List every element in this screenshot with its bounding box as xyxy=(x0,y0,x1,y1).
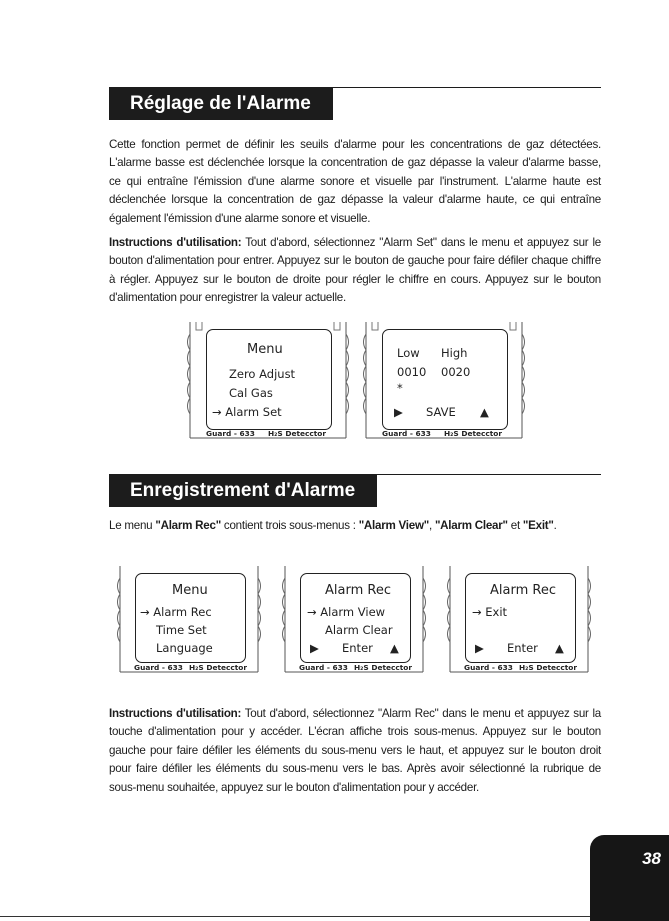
screen-title: Menu xyxy=(247,342,283,357)
device-sensor-label: H₂S Detecctor xyxy=(354,663,413,672)
device-sensor-label: H₂S Detecctor xyxy=(444,429,503,438)
submenu-item-alarm-view: → Alarm View xyxy=(307,605,386,619)
menu-item-cal-gas: Cal Gas xyxy=(229,386,273,400)
menu-item-time-set: Time Set xyxy=(156,623,207,637)
instructions-text: Tout d'abord, sélectionnez "Alarm Rec" dans le menu et appuyez sur la touche d'alimentation pour y accéder. L'écran affiche trois sous-menus. Appuyez sur le bouton gauche pour faire défiler les éléments du sous-menu vers le haut, et appuyez sur le bouton droit pour faire défiler les éléments du sous-menu vers le bas. Après avoir sélectionné la rubrique de sous-menu souhaitée, appuyez sur le bouton d'alimentation pour y accéder. xyxy=(109,707,601,794)
device-figure-alarm-rec-exit xyxy=(444,564,594,676)
device-figure-main-menu xyxy=(114,564,264,676)
page-number: 38 xyxy=(642,849,661,868)
menu-item-language: Language xyxy=(156,641,213,655)
instructions-text: Tout d'abord, sélectionnez "Alarm Set" dans le menu et appuyez sur le bouton d'alimentation pour entrer. Appuyez sur le bouton de gauche pour faire défiler chaque chiffre à régler. Appuyez sur le bouton de droite pour régler le chiffre en cours. Appuyez sur le bouton d'alimentation pour enregistrer la valeur actuelle. xyxy=(109,236,601,305)
section-description: Cette fonction permet de définir les seuils d'alarme pour les concentrations de gaz détectées. L'alarme basse est déclenchée lorsque la concentration de gaz dépasse la valeur d'alarme basse, ce qui entraîne l'émission d'une alarme sonore et visuelle par l'instrument. L'alarme haute est déclenchée lorsque la concentration de gaz dépasse la valeur d'alarme haute, ce qui entraîne également l'émission d'une alarme sonore et visuelle. xyxy=(109,138,601,225)
instructions-label: Instructions d'utilisation: xyxy=(109,236,242,249)
device-figure-menu xyxy=(184,320,351,442)
intro-mid: contient trois sous-menus : xyxy=(220,519,359,532)
instructions-label: Instructions d'utilisation: xyxy=(109,707,242,720)
device-model-label: Guard - 633 xyxy=(206,429,255,438)
page-number-badge xyxy=(590,835,669,921)
device-model-label: Guard - 633 xyxy=(464,663,513,672)
high-value: 0020 xyxy=(441,365,471,379)
up-arrow-icon: ▲ xyxy=(555,641,564,655)
section-title: Réglage de l'Alarme xyxy=(109,87,333,120)
device-screen xyxy=(135,573,246,663)
device-figure-alarm-rec xyxy=(279,564,429,676)
instructions-paragraph xyxy=(109,705,601,797)
intro-item-alarm-view: "Alarm View" xyxy=(358,519,429,532)
device-sensor-label: H₂S Detecctor xyxy=(268,429,327,438)
intro-sep: , xyxy=(428,519,435,532)
section-header-alarm-rec xyxy=(109,474,601,507)
menu-item-alarm-rec: → Alarm Rec xyxy=(140,605,212,619)
save-label: SAVE xyxy=(426,405,456,419)
device-model-label: Guard - 633 xyxy=(134,663,183,672)
footer-rule xyxy=(0,916,590,917)
device-figure-alarm-values xyxy=(360,320,527,442)
enter-label: Enter xyxy=(342,641,373,655)
submenu-item-alarm-clear: Alarm Clear xyxy=(325,623,393,637)
low-value: 0010 xyxy=(397,365,427,379)
device-sensor-label: H₂S Detecctor xyxy=(519,663,578,672)
section-header-alarm-set xyxy=(109,87,601,120)
instructions-paragraph xyxy=(109,234,601,308)
enter-label: Enter xyxy=(507,641,538,655)
up-arrow-icon: ▲ xyxy=(480,405,489,419)
high-label: High xyxy=(441,346,468,360)
screen-title: Alarm Rec xyxy=(490,583,556,598)
alarm-rec-intro xyxy=(109,517,601,535)
left-arrow-icon: ▶ xyxy=(310,641,319,655)
low-label: Low xyxy=(397,346,420,360)
intro-prefix: Le menu xyxy=(109,519,156,532)
device-model-label: Guard - 633 xyxy=(299,663,348,672)
left-arrow-icon: ▶ xyxy=(394,405,403,419)
submenu-item-exit: → Exit xyxy=(472,605,508,619)
device-model-label: Guard - 633 xyxy=(382,429,431,438)
digit-cursor: * xyxy=(397,381,403,395)
device-screen xyxy=(300,573,411,663)
section-title: Enregistrement d'Alarme xyxy=(109,474,377,507)
intro-end: . xyxy=(553,519,557,532)
device-screen xyxy=(465,573,576,663)
left-arrow-icon: ▶ xyxy=(475,641,484,655)
intro-item-alarm-clear: "Alarm Clear" xyxy=(434,519,508,532)
intro-and: et xyxy=(507,519,523,532)
up-arrow-icon: ▲ xyxy=(390,641,399,655)
intro-menu-name: "Alarm Rec" xyxy=(155,519,221,532)
device-screen xyxy=(206,329,332,430)
device-sensor-label: H₂S Detecctor xyxy=(189,663,248,672)
device-screen xyxy=(382,329,508,430)
screen-title: Menu xyxy=(172,583,208,598)
intro-item-exit: "Exit" xyxy=(522,519,554,532)
menu-item-alarm-set: → Alarm Set xyxy=(212,405,282,419)
screen-title: Alarm Rec xyxy=(325,583,391,598)
menu-item-zero-adjust: Zero Adjust xyxy=(229,367,296,381)
